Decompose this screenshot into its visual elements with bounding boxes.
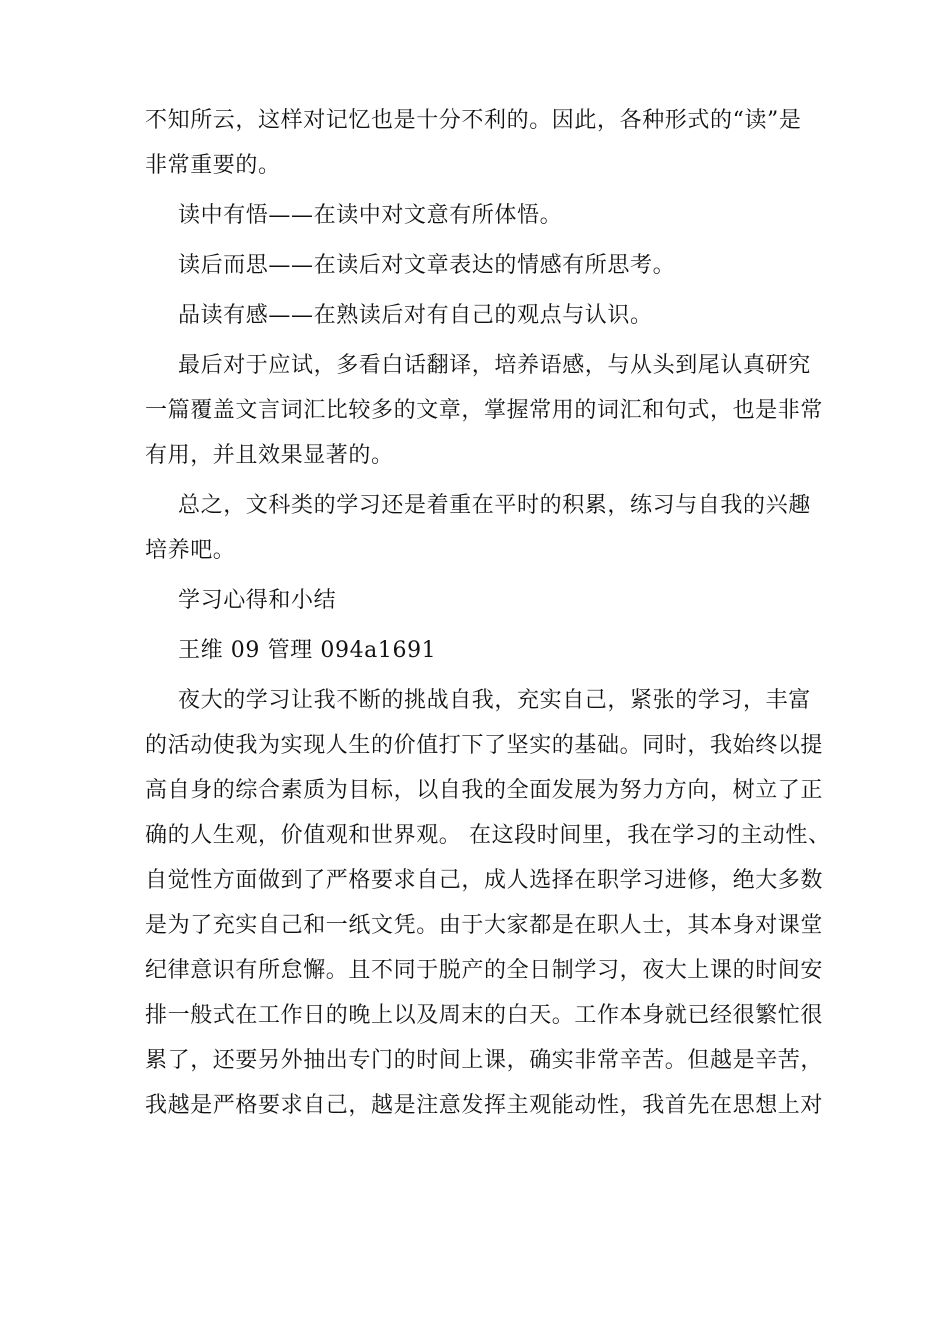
text-line: 不知所云，这样对记忆也是十分不利的。因此，各种形式的“读”是 [145,108,802,133]
text-line: 一篇覆盖文言词汇比较多的文章，掌握常用的词汇和句式，也是非常 [145,398,824,423]
text-line: 学习心得和小结 [178,588,337,613]
text-line: 的活动使我为实现人生的价值打下了坚实的基础。同时，我始终以提 [145,733,824,758]
text-line: 有用，并且效果显著的。 [145,443,394,468]
text-line: 自觉性方面做到了严格要求自己，成人选择在职学习进修，绝大多数 [145,868,824,893]
text-line: 培养吧。 [145,538,236,563]
text-line: 品读有感——在熟读后对有自己的观点与认识。 [178,303,653,328]
text-line: 是为了充实自己和一纸文凭。由于大家都是在职人士，其本身对课堂 [145,913,824,938]
paragraph-3 [145,243,810,288]
paragraph-4 [145,293,810,338]
text-line: 最后对于应试，多看白话翻译，培养语感，与从头到尾认真研究 [178,353,811,378]
paragraph-2 [145,193,810,238]
author-line [145,628,810,673]
section-title [145,578,810,623]
text-line: 纪律意识有所怠懈。且不同于脱产的全日制学习，夜大上课的时间安 [145,958,824,983]
text-line: 非常重要的。 [145,153,281,178]
text-line: 总之，文科类的学习还是着重在平时的积累，练习与自我的兴趣 [178,493,811,518]
paragraph-1 [145,98,810,188]
text-line: 读中有悟——在读中对文意有所体悟。 [178,203,563,228]
text-line: 累了，还要另外抽出专门的时间上课，确实非常辛苦。但越是辛苦， [145,1048,824,1073]
paragraph-5 [145,343,824,478]
text-line: 高自身的综合素质为目标，以自我的全面发展为努力方向，树立了正 [145,778,824,803]
paragraph-6 [145,483,810,573]
text-line: 我越是严格要求自己，越是注意发挥主观能动性，我首先在思想上对 [145,1093,824,1118]
text-line: 排一般式在工作日的晚上以及周末的白天。工作本身就已经很繁忙很 [145,1003,824,1028]
text-line: 夜大的学习让我不断的挑战自我，充实自己，紧张的学习，丰富 [178,688,811,713]
text-line: 确的人生观，价值观和世界观。 在这段时间里，我在学习的主动性、 [145,823,831,848]
text-line: 王维 09 管理 094a1691 [178,638,437,663]
text-line: 读后而思——在读后对文章表达的情感有所思考。 [178,253,676,278]
paragraph-9 [145,678,831,1128]
document-body [145,98,831,1133]
